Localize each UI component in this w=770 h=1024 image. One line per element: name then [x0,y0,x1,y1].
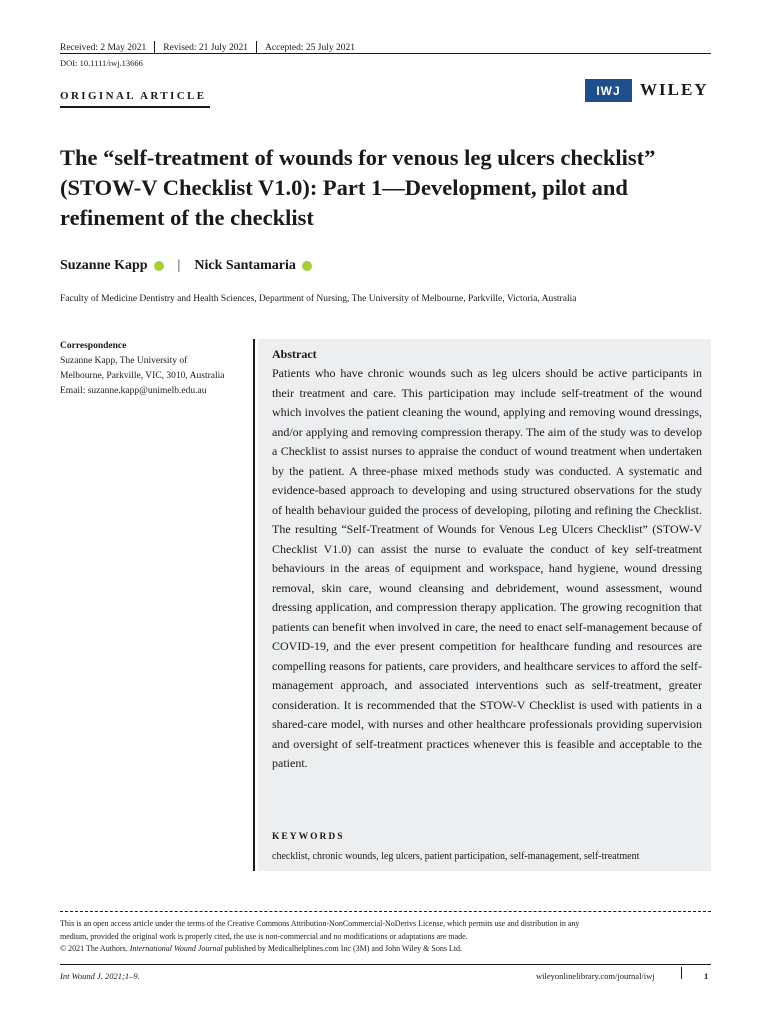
header-rule [60,53,711,54]
correspondence-block [60,339,250,399]
journal-name: International Wound Journal [129,944,223,953]
affiliation: Faculty of Medicine Dentistry and Health Sciences, Department of Nursing, The University of Melbourne, Parkville, Victoria, Australia [60,294,577,304]
correspondence-line: Melbourne, Parkville, VIC, 3010, Australia [60,371,225,381]
journal-citation: Int Wound J. 2021;1–9. [60,971,140,981]
publisher-logo: WILEY [640,80,709,99]
keywords-heading: KEYWORDS [272,832,345,842]
correspondence-heading: Correspondence [60,341,127,351]
revised-date: Revised: 21 July 2021 [163,42,248,53]
page-number: 1 [704,971,709,981]
license-divider [60,911,711,912]
copyright-prefix: © 2021 The Authors. [60,944,130,953]
correspondence-line: Suzanne Kapp, The University of [60,356,188,366]
license-line: medium, provided the original work is properly cited, the use is non-commercial and no modifications or adaptations are made. [60,931,468,941]
article-type-underline [60,106,210,108]
journal-url[interactable]: wileyonlinelibrary.com/journal/iwj [536,971,655,981]
copyright-line [60,943,711,956]
abstract-heading: Abstract [272,347,317,361]
license-line: This is an open access article under the terms of the Creative Commons Attribution-NonCommercial-NoDerivs License, which permits use and distribution in any [60,919,580,928]
author-separator: | [177,258,181,273]
journal-logo: IWJ [585,79,632,102]
orcid-icon[interactable] [154,261,164,271]
keywords-list: checklist, chronic wounds, leg ulcers, patient participation, self-management, self-treatment [272,851,640,862]
article-title: The “self-treatment of wounds for venous leg ulcers checklist” (STOW-V Checklist V1.0): Part 1—Development, pilot and refinement of the checklist [60,145,656,230]
correspondence-email[interactable]: Email: suzanne.kapp@unimelb.edu.au [60,386,207,396]
doi[interactable]: DOI: 10.1111/iwj.13666 [60,58,143,68]
accepted-date: Accepted: 25 July 2021 [265,42,355,53]
article-type: ORIGINAL ARTICLE [60,90,207,102]
received-date: Received: 2 May 2021 [60,42,147,53]
author-name[interactable]: Suzanne Kapp [60,258,148,273]
divider [681,967,682,979]
license-notice [60,918,711,956]
orcid-icon[interactable] [302,261,312,271]
author-name[interactable]: Nick Santamaria [194,258,296,273]
abstract-text: Patients who have chronic wounds such as leg ulcers should be active participants in their treatment and care. This participation may include self-treatment of the wound which involves the patient cleaning the wound, applying and removing wound dressings, and/or applying and removing compression therapy. The aim of the study was to develop a Checklist to assist nurses to appraise the conduct of wound treatment when undertaken by the patient. A three-phase mixed methods study was conducted. A systematic and evidence-based approach to developing and using structured observations for the study of health behaviour guided the process of developing, piloting and refining the Checklist. The resulting “Self-Treatment of Wounds for Venous Leg Ulcers Checklist” (STOW-V Checklist V1.0) can assist the nurse to evaluate the conduct of key self-treatment behaviours in the areas of equipment and workspace, hand hygiene, wound dressing removal, skin care, wound cleansing and debridement, wound assessment, wound dressing application, and compression therapy application. The growing recognition that patients can benefit when involved in care, the need to enact self-management because of COVID-19, and the ever present competition for healthcare funding and resources are compelling reasons for patients, care providers, and healthcare services to afford the self-management approach, and associated interventions such as self-treatment, greater consideration. It is recommended that the STOW-V Checklist is used with patients in a shared-care model, with nurses and other healthcare professionals providing supervision and oversight of self-treatment practices whenever this is feasible and acceptable to the patient. [272,366,702,770]
copyright-suffix: published by Medicalhelplines.com Inc (3M) and John Wiley & Sons Ltd. [222,944,463,953]
footer-rule [60,964,711,965]
author-list [60,258,312,274]
abstract-rule [253,339,255,871]
